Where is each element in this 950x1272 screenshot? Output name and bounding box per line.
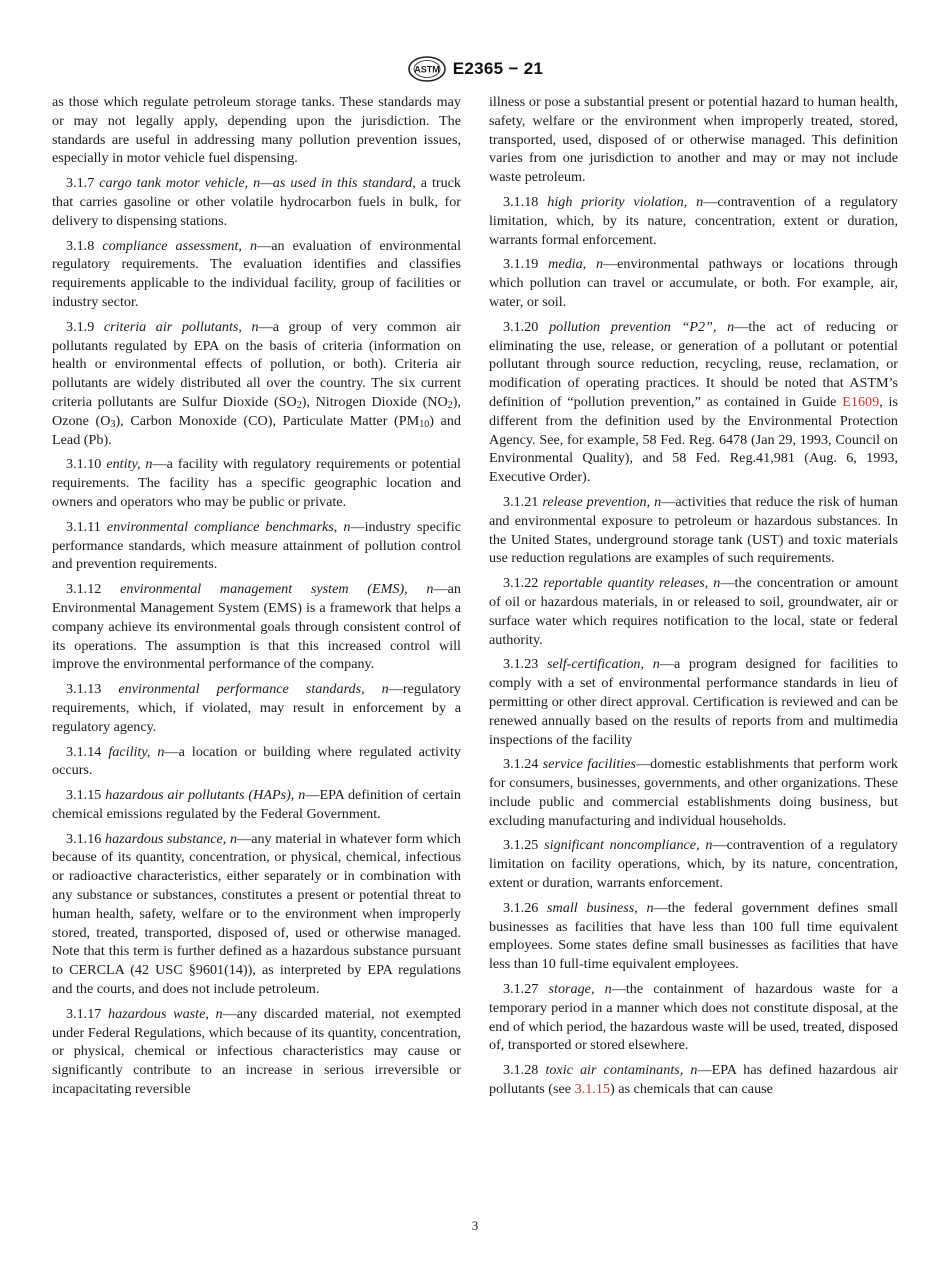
paragraph-continuation: as those which regulate petroleum storage tanks. These standards may or may not legally apply, depending upon the jurisdiction. The standards are useful in addressing many pollution prevention issues, especially in motor vehicle fuel dispensing.: [52, 94, 461, 167]
left-column: [52, 93, 461, 1105]
definition-3-1-13: 3.1.13 environmental performance standards, n—regulatory requirements, which, if violated, may result in enforcement by a regulatory agency.: [52, 681, 461, 735]
definition-3-1-14: 3.1.14 facility, n—a location or building where regulated activity occurs.: [52, 743, 461, 779]
reference-link-3-1-15[interactable]: 3.1.15: [574, 1081, 610, 1098]
standard-designation: E2365 − 21: [452, 59, 544, 78]
definition-3-1-18: 3.1.18 high priority violation, n—contravention of a regulatory limitation, which, by its nature, concentration, extent or duration, warrants formal enforcement.: [489, 193, 898, 248]
paragraph-continuation: illness or pose a substantial present or potential hazard to human health, safety, welfare or the environment when improperly treated, stored, transported, used, disposed of or otherwise managed. This definition varies from one jurisdiction to another and may or may not include waste petroleum.: [489, 94, 898, 186]
definition-3-1-24: 3.1.24 service facilities—domestic establishments that perform work for consumers, businesses, governments, and other organizations. These include public and commercial establishments doing business, but excluding manufacturing and individual households.: [489, 756, 898, 829]
definition-3-1-28: 3.1.28 toxic air contaminants, n—EPA has defined hazardous air pollutants (see 3.1.15) as chemicals that can cause: [489, 1062, 898, 1098]
definition-3-1-25: 3.1.25 significant noncompliance, n—contravention of a regulatory limitation on facility operations, which, by its nature, concentration, extent or duration, warrants enforcement.: [489, 837, 898, 892]
definition-3-1-11: 3.1.11 environmental compliance benchmarks, n—industry specific performance standards, which measure attainment of pollution control and prevention requirements.: [52, 518, 461, 573]
definition-3-1-22: 3.1.22 reportable quantity releases, n—the concentration or amount of oil or hazardous materials, in or released to soil, groundwater, air or surface water which requires notification to the local, state or federal authority.: [489, 575, 899, 648]
astm-logo-icon: [407, 55, 447, 83]
definition-3-1-15: 3.1.15 hazardous air pollutants (HAPs), n—EPA definition of certain chemical emissions regulated by the Federal Government.: [52, 787, 461, 822]
page-header: [0, 54, 950, 84]
definition-3-1-20: 3.1.20 pollution prevention “P2”, n—the act of reducing or eliminating the use, release, or generation of a pollutant or potential pollutant through source reduction, recycling, reuse, reclamation, or modification of operating practices. It should be noted that ASTM’s definition of “pollution prevention,” as contained in Guide E1609, is different from the definition used by the Environmental Protection Agency. See, for example, 58 Fed. Reg. 6478 (Jan 29, 1993, Council on Environmental Quality), and 58 Fed. Reg.41,981 (Aug. 6, 1993, Executive Order).: [489, 318, 898, 486]
definition-3-1-21: 3.1.21 release prevention, n—activities that reduce the risk of human and environmental exposure to petroleum or hazardous substances. In the United States, underground storage tank (UST) and toxic materials use reduction regulations are examples of such requirements.: [489, 493, 898, 567]
svg-text:ASTM: ASTM: [414, 64, 440, 75]
reference-link-e1609[interactable]: E1609: [842, 393, 880, 410]
definition-3-1-7: 3.1.7 cargo tank motor vehicle, n—as used in this standard, a truck that carries gasoline or other volatile hydrocarbon fuels in bulk, for delivery to dispensing stations.: [52, 175, 461, 229]
right-column: [489, 93, 898, 1105]
definition-3-1-12: 3.1.12 environmental management system (EMS), n—an Environmental Management System (EMS) is a framework that helps a company achieve its environmental goals through consistent control of its operations. The assumption is that this increased control will improve the environmental performance of the company.: [52, 581, 461, 673]
definition-3-1-17: 3.1.17 hazardous waste, n—any discarded material, not exempted under Federal Regulations, which because of its quantity, concentration, or physical, chemical or infectious characteristics may cause or significantly contribute to an increase in serious irreversible or incapacitating reversible: [52, 1005, 461, 1098]
definition-3-1-9: 3.1.9 criteria air pollutants, n—a group of very common air pollutants regulated by EPA on the basis of criteria (information on health or environmental effects of pollution, or both). Criteria air pollutants are widely distributed all over the country. The six current criteria pollutants are Sulfur Dioxide $(SO_2)$, Nitrogen Dioxide $(NO_2)$, Ozone $(O_3)$, Carbon Monoxide (CO), Particulate Matter $(PM_{10})$ and Lead (Pb).: [52, 318, 461, 448]
definition-3-1-19: 3.1.19 media, n—environmental pathways or locations through which pollution can travel or accumulate, or both. For example, air, water, or soil.: [489, 256, 899, 310]
definition-3-1-27: 3.1.27 storage, n—the containment of hazardous waste for a temporary period in a manner which does not constitute disposal, at the end of which period, the hazardous waste will be used, treated, disposed of, transported or stored elsewhere.: [489, 981, 898, 1054]
definition-3-1-10: 3.1.10 entity, n—a facility with regulatory requirements or potential requirements. The facility has a specific geographic location and owners and operators who may be public or private.: [52, 456, 461, 510]
definition-3-1-16: 3.1.16 hazardous substance, n—any material in whatever form which because of its quantity, concentration, or physical, chemical, infectious or radioactive characteristics, either separately or in combination with any substance or substances, constitutes a present or potential threat to human health, safety, welfare or to the environment when improperly stored, treated, transported, disposed of, used or otherwise managed. Note that this term is further defined as a hazardous substance pursuant to CERCLA (42 USC §9601(14)), as interpreted by EPA regulations and the courts, and does not include petroleum.: [52, 830, 461, 998]
definition-3-1-23: 3.1.23 self-certification, n—a program designed for facilities to comply with a set of environmental performance standards in lieu of permitting or other direct approval. Certification is reviewed and can be renewed annually based on the results of reports from and multimedia inspections of the facility: [489, 656, 898, 748]
page-number: 3: [471, 1218, 479, 1233]
definition-3-1-26: 3.1.26 small business, n—the federal government defines small businesses as facilities that have less than 100 full time equivalent employees. Some states define small businesses as facilities that have less than 10 full-time equivalent employees.: [489, 899, 898, 973]
definition-3-1-8: 3.1.8 compliance assessment, n—an evaluation of environmental regulatory requirements. The evaluation identifies and classifies requirements applicable to the individual facility, group of facilities or industry sector.: [52, 237, 461, 310]
